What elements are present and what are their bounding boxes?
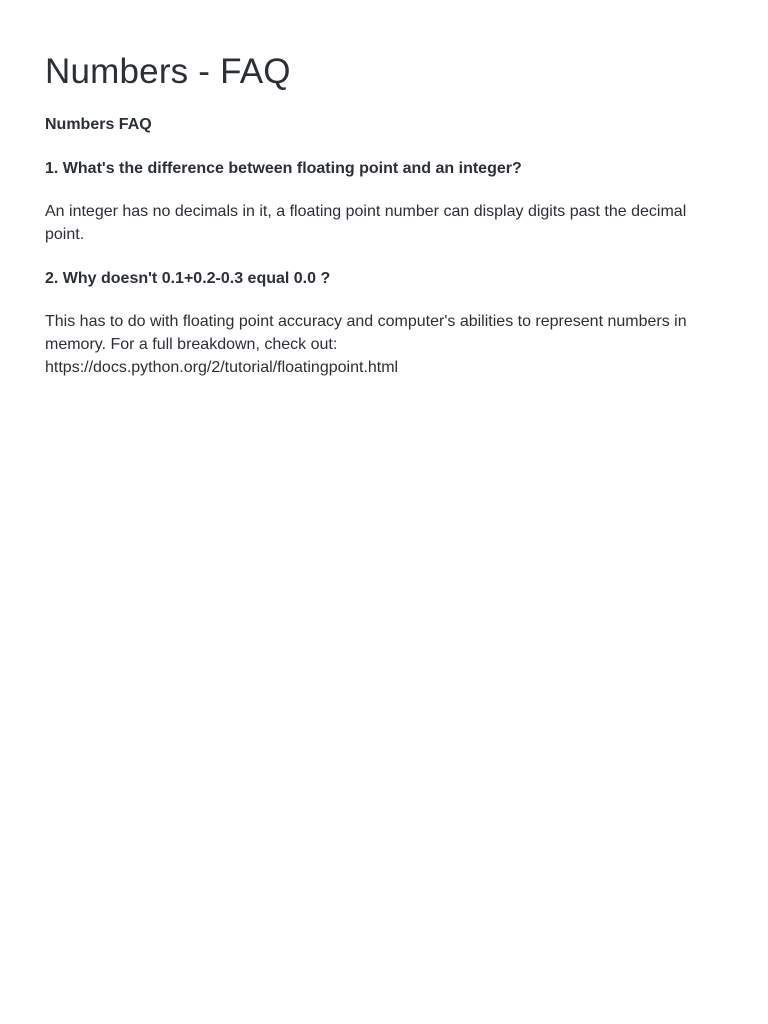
page-title: Numbers - FAQ bbox=[45, 52, 291, 91]
faq-answer-2 bbox=[45, 310, 725, 379]
python-docs-link[interactable]: https://docs.python.org/2/tutorial/floatingpoint.html bbox=[45, 359, 399, 376]
faq-answer-1: An integer has no decimals in it, a floating point number can display digits past the decimal point. bbox=[45, 203, 687, 243]
faq-answer-2-text: This has to do with floating point accuracy and computer's abilities to represent numbers in memory. For a full breakdown, check out: bbox=[45, 313, 687, 353]
faq-subtitle: Numbers FAQ bbox=[45, 116, 152, 133]
faq-question-2: 2. Why doesn't 0.1+0.2-0.3 equal 0.0 ? bbox=[45, 270, 331, 287]
faq-page bbox=[45, 0, 725, 379]
faq-question-1: 1. What's the difference between floating point and an integer? bbox=[45, 160, 522, 177]
